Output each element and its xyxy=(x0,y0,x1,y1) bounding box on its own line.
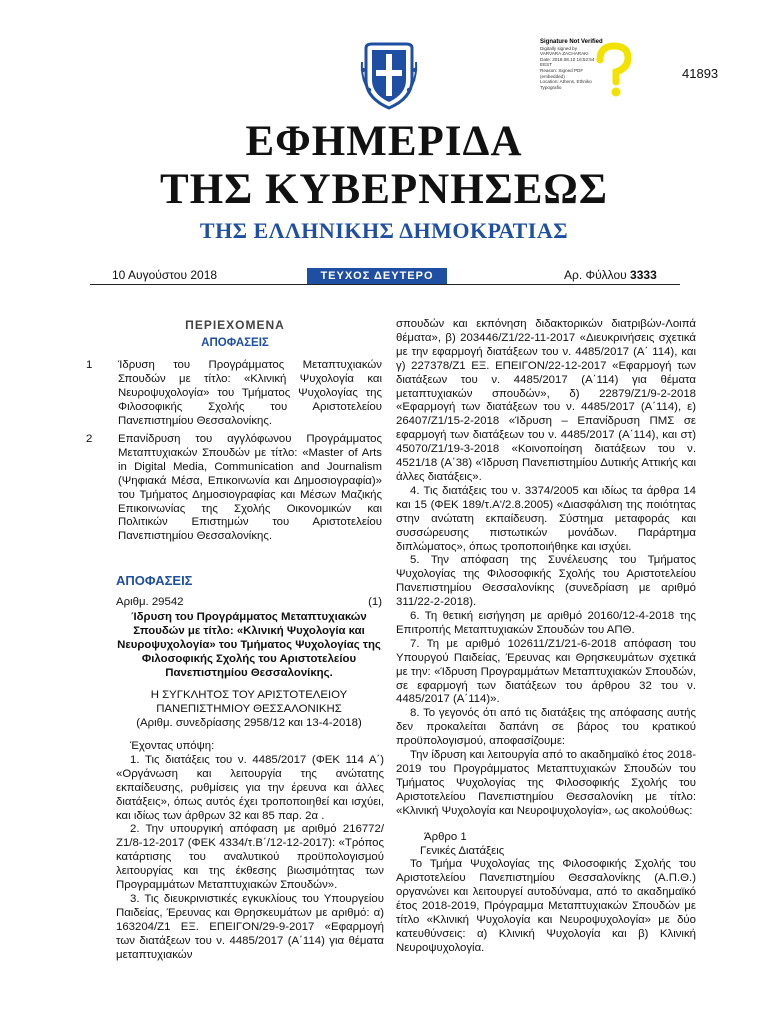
paragraph: Έχοντας υπόψη: xyxy=(130,740,215,752)
article-subtitle: Γενικές Διατάξεις xyxy=(420,844,505,857)
gazette-subtitle: ΤΗΣ ΕΛΛΗΝΙΚΗΣ ΔΗΜΟΚΡΑΤΙΑΣ xyxy=(199,218,569,243)
contents-subheading: ΑΠΟΦΑΣΕΙΣ xyxy=(201,337,269,349)
sheet-number xyxy=(564,268,657,282)
paragraph: 4. Τις διατάξεις του ν. 3374/2005 και ιδίως τα άρθρα 14 και 15 (ΦΕΚ 189/τ.Α'/2.8.2005) «Διασφάλιση της ποιότητας στην ανώτατη εκπαίδευση. Σύστημα μεταφοράς και συσσώρευσης πιστωτικών μονάδων. Παράρτημα διπλώματος», όπως τροποποιήθηκε και ισχύει. xyxy=(396,484,696,553)
signature-line: Date: 2018.08.10 16:52:54 xyxy=(540,56,595,62)
header-divider xyxy=(90,284,680,285)
sheet-label: Αρ. Φύλλου xyxy=(564,268,627,282)
toc-item-number: 2 xyxy=(86,433,93,445)
digital-signature-stamp xyxy=(540,40,650,106)
paragraph: 3. Τις διευκρινιστικές εγκυκλίους του Υπουργείου Παιδείας, Έρευνας και Θρησκευμάτων με αριθμό: α) 163204/Ζ1 ΕΞ. ΕΠΕΙΓΟΝ/29-9-2017 «Εφαρμογή των διατάξεων του ν. 4485/2017 (Α΄114) για θέματα μεταπτυχιακών xyxy=(116,892,384,961)
senate-line: (Αριθμ. συνεδρίασης 2958/12 και 13-4-2018) xyxy=(136,716,362,729)
senate-line: Η ΣΥΓΚΛΗΤΟΣ ΤΟΥ ΑΡΙΣΤΟΤΕΛΕΙΟΥ xyxy=(150,689,348,701)
signature-line: EEST xyxy=(540,62,552,68)
paragraph: 2. Την υπουργική απόφαση με αριθμό 216772/Ζ1/8-12-2017 (ΦΕΚ 4334/τ.Β΄/12-12-2017): «Τρόπος κατάρτισης του αναλυτικού προϋπολογισμού λειτουργίας και της έκθεσης βιωσιμότητας των Προγραμμάτων Μεταπτυχιακών Σπουδών». xyxy=(116,823,384,892)
contents-heading: ΠΕΡΙΕΧΟΜΕΝΑ xyxy=(185,318,285,332)
decision-number-text: Αριθμ. 29542 xyxy=(116,596,184,608)
decision-title: Ίδρυση του Προγράμματος Μεταπτυχιακών Σπουδών με τίτλο: «Κλινική Ψυχολογία και Νευροψυχολογία» του Τμήματος Ψυχολογίας της Φιλοσοφικής Σχολής του Αριστοτελείου Πανεπιστημίου Θεσσαλονίκης. xyxy=(117,611,381,679)
paragraph: 8. Το γεγονός ότι από τις διατάξεις της απόφασης αυτής δεν προκαλείται δαπάνη σε βάρος του κρατικού προϋπολογισμού, αποφασίζουμε: xyxy=(396,707,696,748)
paragraph: 5. Την απόφαση της Συνέλευσης του Τμήματος Ψυχολογίας της Φιλοσοφικής Σχολής του Αριστοτελείου Πανεπιστημίου Θεσσαλονίκης (συνεδρίαση με αριθμό 311/22-2-2018). xyxy=(396,554,696,609)
signature-line: Digitally signed by xyxy=(540,45,578,51)
page-number: 41893 xyxy=(682,66,719,81)
signature-line: Typografio xyxy=(540,84,562,90)
senate-line: ΠΑΝΕΠΙΣΤΗΜΙΟΥ ΘΕΣΣΑΛΟΝΙΚΗΣ xyxy=(156,702,342,715)
decisions-heading: ΑΠΟΦΑΣΕΙΣ xyxy=(116,573,193,588)
gazette-title-line1: ΕΦΗΜΕΡΙΔΑ xyxy=(245,118,523,165)
greek-coat-of-arms-icon xyxy=(358,40,420,112)
signature-line: Reason: Signed PDF xyxy=(540,67,584,73)
gazette-title-line2: ΤΗΣ ΚΥΒΕΡΝΗΣΕΩΣ xyxy=(160,166,608,213)
decision-number xyxy=(116,596,382,608)
senate-block xyxy=(116,689,382,731)
signature-title: Signature Not Verified xyxy=(540,39,603,45)
paragraph: 1. Τις διατάξεις του ν. 4485/2017 (ΦΕΚ 114 Α΄) «Οργάνωση και λειτουργία της ανώτατης εκπαίδευσης, ρυθμίσεις για την έρευνα και άλλες διατάξεις», όπως αυτός έχει τροποποιηθεί και ισχύει, και ιδίως των άρθρων 32 και 85 παρ. 2α . xyxy=(116,753,384,822)
question-mark-icon xyxy=(592,42,636,98)
sheet-number-value: 3333 xyxy=(630,268,657,282)
issue-badge: ΤΕΥΧΟΣ ΔΕΥΤΕΡΟ xyxy=(307,268,447,284)
paragraph: 6. Τη θετική εισήγηση με αριθμό 20160/12-4-2018 της Επιτροπής Μεταπτυχιακών Σπουδών του ΑΠΘ. xyxy=(396,610,696,636)
paragraph: σπουδών και εκπόνηση διδακτορικών διατριβών-Λοιπά θέματα», β) 203446/Ζ1/22-11-2017 «Διευκρινήσεις σχετικά με την εφαρμογή διατάξεων του ν. 4485/2017 (Α΄ 114), και γ) 227378/Ζ1 ΕΞ. ΕΠΕΙΓΟΝ/22-12-2017 «Εφαρμογή των διατάξεων του ν. 4485/2017 (Α΄114) για θέματα μεταπτυχιακών σπουδών», δ) 22879/Ζ1/9-2-2018 «Εφαρμογή των διατάξεων του ν. 4485/2017 (Α΄114), ε) 26407/Ζ1/15-2-2018 «Ίδρυση – Επανίδρυση ΠΜΣ σε εφαρμογή των διατάξεων του ν. 4485/2017 (Α΄114), και στ) 45070/Ζ1/19-3-2018 «Κοινοποίηση διατάξεων του ν. 4521/18 (Α΄38) «Ίδρυση Πανεπιστημίου Δυτικής Αττικής και άλλες διατάξεις». xyxy=(396,318,696,483)
left-column-body xyxy=(116,740,384,963)
signature-line: (embedded) xyxy=(540,73,565,79)
signature-line: VARVARA ZACHARAKI xyxy=(540,51,589,57)
toc-item-text: Ίδρυση του Προγράμματος Μεταπτυχιακών Σπουδών με τίτλο: «Κλινική Ψυχολογία και Νευροψυχολογία» του Τμήματος Ψυχολογίας της Φιλοσοφικής Σχολής του Αριστοτελείου Πανεπιστημίου Θεσσαλονίκης. xyxy=(118,359,382,427)
paragraph: Την ίδρυση και λειτουργία από το ακαδημαϊκό έτος 2018-2019 του Προγράμματος Μεταπτυχιακών Σπουδών του Τμήματος Ψυχολογίας της Φιλοσοφικής Σχολής του Αριστοτελείου Πανεπιστημίου Θεσσαλονίκη με τίτλο: «Κλινική Ψυχολογία και Νευροψυχολογία», ως ακολούθως: xyxy=(396,749,696,817)
right-column-body xyxy=(396,318,696,956)
article-title: Άρθρο 1 xyxy=(424,830,467,843)
toc-item-number: 1 xyxy=(86,359,93,371)
paragraph: 7. Τη με αριθμό 102611/Ζ1/21-6-2018 απόφαση του Υπουργού Παιδείας, Έρευνας και Θρησκευμάτων σχετικά με την: «Ίδρυση Προγραμμάτων Μεταπτυχιακών Σπουδών, σε εφαρμογή των διατάξεων του άρθρου 32 του ν. 4485/2017 (Α΄114)». xyxy=(396,637,696,706)
paragraph: Το Τμήμα Ψυχολογίας της Φιλοσοφικής Σχολής του Αριστοτελείου Πανεπιστημίου Θεσσαλονίκης (Α.Π.Θ.) οργανώνει και λειτουργεί αυτοδύναμα, από το ακαδημαϊκό έτος 2018-2019, Πρόγραμμα Μεταπτυχιακών Σπουδών με τίτλο «Κλινική Ψυχολογία και Νευροψυχολογία» με δύο κατευθύνσεις: α) Κλινική Ψυχολογία και β) Κλινική Νευροψυχολογία. xyxy=(396,858,696,954)
issue-date: 10 Αυγούστου 2018 xyxy=(112,268,218,282)
toc-item-text: Επανίδρυση του αγγλόφωνου Προγράμματος Μεταπτυχιακών Σπουδών με τίτλο: «Master of Arts in Digital Media, Communication and Journalism (Ψηφιακά Μέσα, Επικοινωνία και Δημοσιογραφία)» του Τμήματος Δημοσιογραφίας και Μέσων Μαζικής Επικοινωνίας της Σχολής Οικονομικών και Πολιτικών Επιστημών του Αριστοτελείου Πανεπιστημίου Θεσσαλονίκης. xyxy=(118,433,382,543)
signature-line: Location: Athens, Ethniko xyxy=(540,79,592,85)
decision-index: (1) xyxy=(368,596,382,608)
